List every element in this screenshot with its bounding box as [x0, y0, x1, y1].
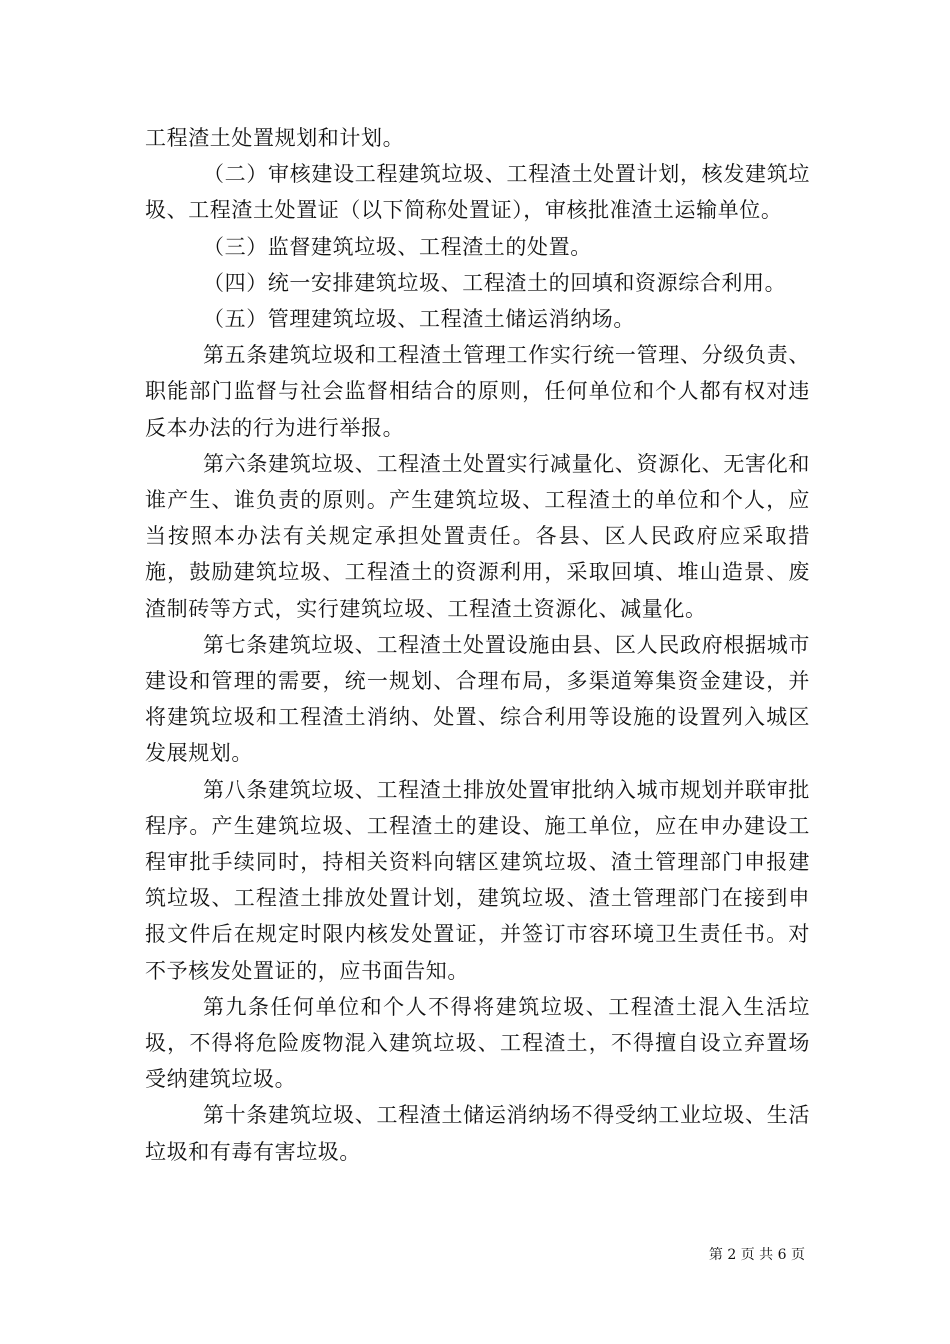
paragraph-article-7: 第七条建筑垃圾、工程渣土处置设施由县、区人民政府根据城市建设和管理的需要，统一规划、合理布局，多渠道筹集资金建设，并将建筑垃圾和工程渣土消纳、处置、综合利用等设施的设置列入城区发展规划。 — [145, 632, 810, 766]
paragraph-4: （四）统一安排建筑垃圾、工程渣土的回填和资源综合利用。 — [203, 270, 787, 295]
paragraph-1: 工程渣土处置规划和计划。 — [145, 126, 405, 150]
paragraph-article-9: 第九条任何单位和个人不得将建筑垃圾、工程渣土混入生活垃圾，不得将危险废物混入建筑垃圾、工程渣土，不得擅自设立弃置场受纳建筑垃圾。 — [145, 994, 810, 1092]
page-number: 第 2 页 共 6 页 — [708, 1247, 805, 1263]
paragraph-5: （五）管理建筑垃圾、工程渣土储运消纳场。 — [203, 307, 635, 332]
paragraph-article-10: 第十条建筑垃圾、工程渣土储运消纳场不得受纳工业垃圾、生活垃圾和有毒有害垃圾。 — [145, 1103, 810, 1164]
paragraph-article-6: 第六条建筑垃圾、工程渣土处置实行减量化、资源化、无害化和谁产生、谁负责的原则。产生建筑垃圾、工程渣土的单位和个人，应当按照本办法有关规定承担处置责任。各县、区人民政府应采取措施，鼓励建筑垃圾、工程渣土的资源利用，采取回填、堆山造景、废渣制砖等方式，实行建筑垃圾、工程渣土资源化、减量化。 — [145, 451, 810, 621]
document-body — [145, 120, 810, 1170]
paragraph-3: （三）监督建筑垃圾、工程渣土的处置。 — [203, 234, 592, 259]
paragraph-article-8: 第八条建筑垃圾、工程渣土排放处置审批纳入城市规划并联审批程序。产生建筑垃圾、工程渣土的建设、施工单位，应在申办建设工程审批手续同时，持相关资料向辖区建筑垃圾、渣土管理部门申报建筑垃圾、工程渣土排放处置计划，建筑垃圾、渣土管理部门在接到申报文件后在规定时限内核发处置证，并签订市容环境卫生责任书。对不予核发处置证的，应书面告知。 — [145, 777, 810, 983]
paragraph-2: （二）审核建设工程建筑垃圾、工程渣土处置计划，核发建筑垃圾、工程渣土处置证（以下简称处置证），审核批准渣土运输单位。 — [145, 162, 810, 223]
paragraph-article-5: 第五条建筑垃圾和工程渣土管理工作实行统一管理、分级负责、职能部门监督与社会监督相结合的原则，任何单位和个人都有权对违反本办法的行为进行举报。 — [145, 343, 810, 440]
